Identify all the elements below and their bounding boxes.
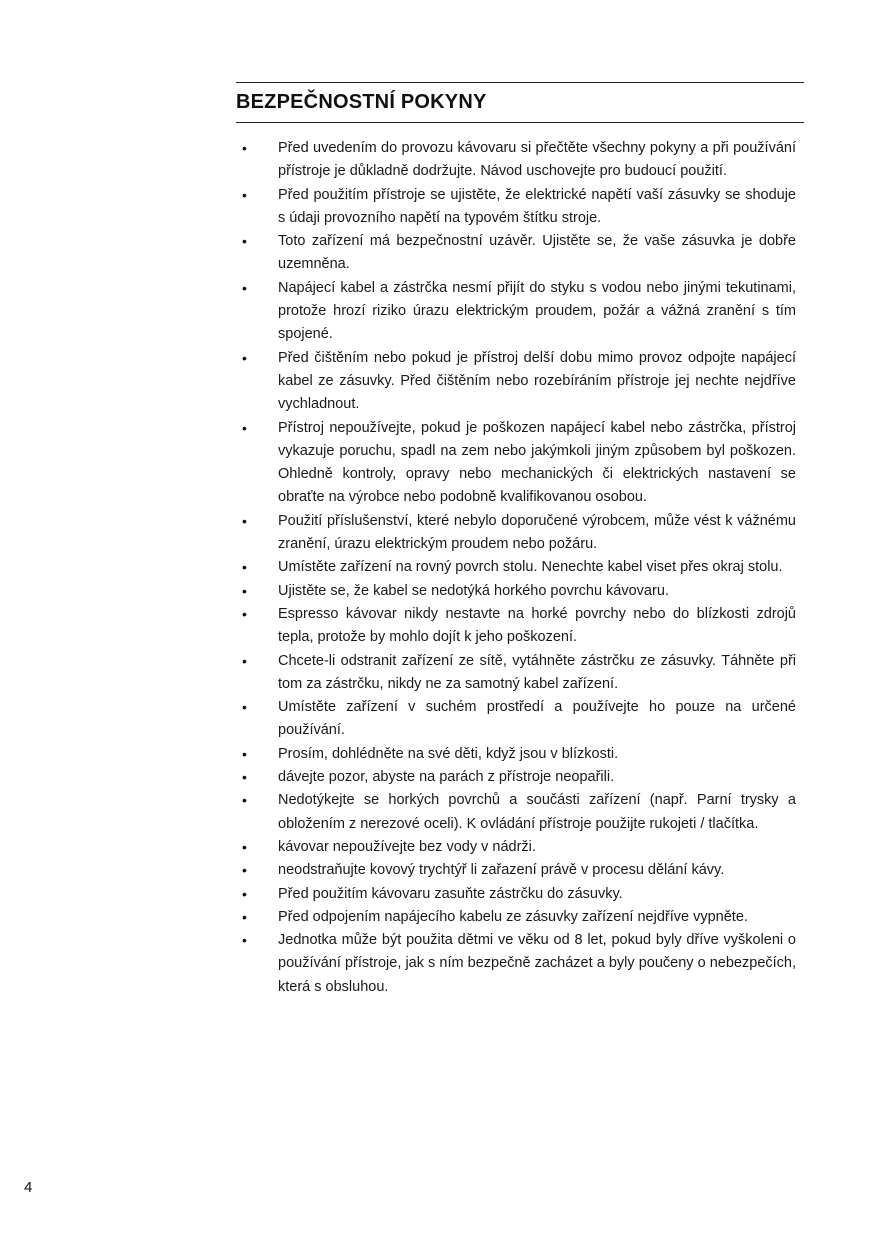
list-item-text: Umístěte zařízení v suchém prostředí a používejte ho pouze na určené používání. xyxy=(278,699,796,739)
list-item-text: kávovar nepoužívejte bez vody v nádrži. xyxy=(278,838,536,855)
bullet-icon: • xyxy=(242,349,247,366)
list-item xyxy=(236,696,796,743)
list-item xyxy=(236,836,796,859)
bullet-icon: • xyxy=(242,512,247,529)
list-item-text: neodstraňujte kovový trychtýř li zařazení právě v procesu dělání kávy. xyxy=(278,862,725,879)
bullet-icon: • xyxy=(242,885,247,902)
list-item-text: Před uvedením do provozu kávovaru si přečtěte všechny pokyny a při používání přístroje je důkladně dodržujte. Návod uschovejte pro budoucí použití. xyxy=(278,140,796,180)
list-item xyxy=(236,789,796,836)
list-item-text: Přístroj nepoužívejte, pokud je poškozen napájecí kabel nebo zástrčka, přístroj vykazuje poruchu, spadl na zem nebo jakýmkoli jiným způsobem byl poškozen. Ohledně kontroly, opravy nebo mechanických či elektrických nastavení se obraťte na výrobce nebo podobně kvalifikovanou osobou. xyxy=(278,419,796,506)
bullet-icon: • xyxy=(242,908,247,925)
list-item-text: Před použitím kávovaru zasuňte zástrčku do zásuvky. xyxy=(278,885,623,902)
list-item-text: Prosím, dohlédněte na své děti, když jsou v blízkosti. xyxy=(278,745,619,762)
list-item-text: Před použitím přístroje se ujistěte, že elektrické napětí vaší zásuvky se shoduje s údaji provozního napětí na typovém štítku stroje. xyxy=(278,186,796,226)
list-item xyxy=(236,347,796,417)
bullet-icon: • xyxy=(242,862,247,879)
list-item xyxy=(236,929,796,999)
heading-top-rule xyxy=(236,82,804,83)
bullet-icon: • xyxy=(242,838,247,855)
bullet-icon: • xyxy=(242,186,247,203)
list-item xyxy=(236,603,796,650)
list-item-text: Ujistěte se, že kabel se nedotýká horkého povrchu kávovaru. xyxy=(278,582,669,599)
list-item xyxy=(236,184,796,231)
list-item xyxy=(236,650,796,697)
list-item-text: Před odpojením napájecího kabelu ze zásuvky zařízení nejdříve vypněte. xyxy=(278,908,748,925)
list-item-text: Použití příslušenství, které nebylo doporučené výrobcem, může vést k vážnému zranění, úrazu elektrickým proudem nebo požáru. xyxy=(278,512,796,553)
list-item xyxy=(236,906,796,929)
bullet-icon: • xyxy=(242,605,247,622)
bullet-icon: • xyxy=(242,792,247,809)
bullet-icon: • xyxy=(242,582,247,599)
list-item-text: Jednotka může být použita dětmi ve věku od 8 let, pokud byly dříve vyškoleni o používání přístroje, jak s ním bezpečně zacházet a byly poučeny o nebezpečích, která s obsluhou. xyxy=(278,932,796,995)
list-item xyxy=(236,510,796,557)
page-number: 4 xyxy=(24,1179,33,1196)
list-item-text: dávejte pozor, abyste na parách z přístroje neopařili. xyxy=(278,769,615,786)
bullet-icon: • xyxy=(242,233,247,250)
bullet-icon: • xyxy=(242,769,247,786)
list-item-text: Nedotýkejte se horkých povrchů a součásti zařízení (např. Parní trysky a obložením z nerezové oceli). K ovládání přístroje použijte rukojeti / tlačítka. xyxy=(278,792,796,832)
list-item xyxy=(236,137,796,184)
bullet-icon: • xyxy=(242,279,247,296)
list-item xyxy=(236,277,796,347)
bullet-icon: • xyxy=(242,699,247,716)
list-item-text: Před čištěním nebo pokud je přístroj delší dobu mimo provoz odpojte napájecí kabel ze zásuvky. Před čištěním nebo rozebíráním přístroje jej nechte nejdříve vychladnout. xyxy=(278,349,796,413)
bullet-icon: • xyxy=(242,652,247,669)
list-item xyxy=(236,766,796,789)
heading-bottom-rule xyxy=(236,122,804,123)
list-item xyxy=(236,883,796,906)
safety-instructions-list xyxy=(236,137,796,999)
bullet-icon: • xyxy=(242,745,247,762)
list-item-text: Chcete-li odstranit zařízení ze sítě, vytáhněte zástrčku ze zásuvky. Táhněte při tom za zástrčku, nikdy ne za samotný kabel zařízení. xyxy=(278,652,796,692)
bullet-icon: • xyxy=(242,932,247,949)
page-title: BEZPEČNOSTNÍ POKYNY xyxy=(236,91,487,113)
list-item xyxy=(236,859,796,882)
list-item-text: Napájecí kabel a zástrčka nesmí přijít do styku s vodou nebo jinými tekutinami, protože hrozí riziko úrazu elektrickým proudem, požár a vážná zranění s tím spojené. xyxy=(278,279,796,343)
list-item-text: Toto zařízení má bezpečnostní uzávěr. Ujistěte se, že vaše zásuvka je dobře uzemněna. xyxy=(278,233,796,273)
list-item xyxy=(236,743,796,766)
list-item xyxy=(236,417,796,510)
bullet-icon: • xyxy=(242,140,247,156)
list-item xyxy=(236,556,796,579)
bullet-icon: • xyxy=(242,559,247,576)
list-item-text: Umístěte zařízení na rovný povrch stolu. Nenechte kabel viset přes okraj stolu. xyxy=(278,559,783,576)
list-item xyxy=(236,230,796,277)
bullet-icon: • xyxy=(242,419,247,436)
list-item xyxy=(236,580,796,603)
list-item-text: Espresso kávovar nikdy nestavte na horké povrchy nebo do blízkosti zdrojů tepla, protože by mohlo dojít k jeho poškození. xyxy=(278,605,796,646)
